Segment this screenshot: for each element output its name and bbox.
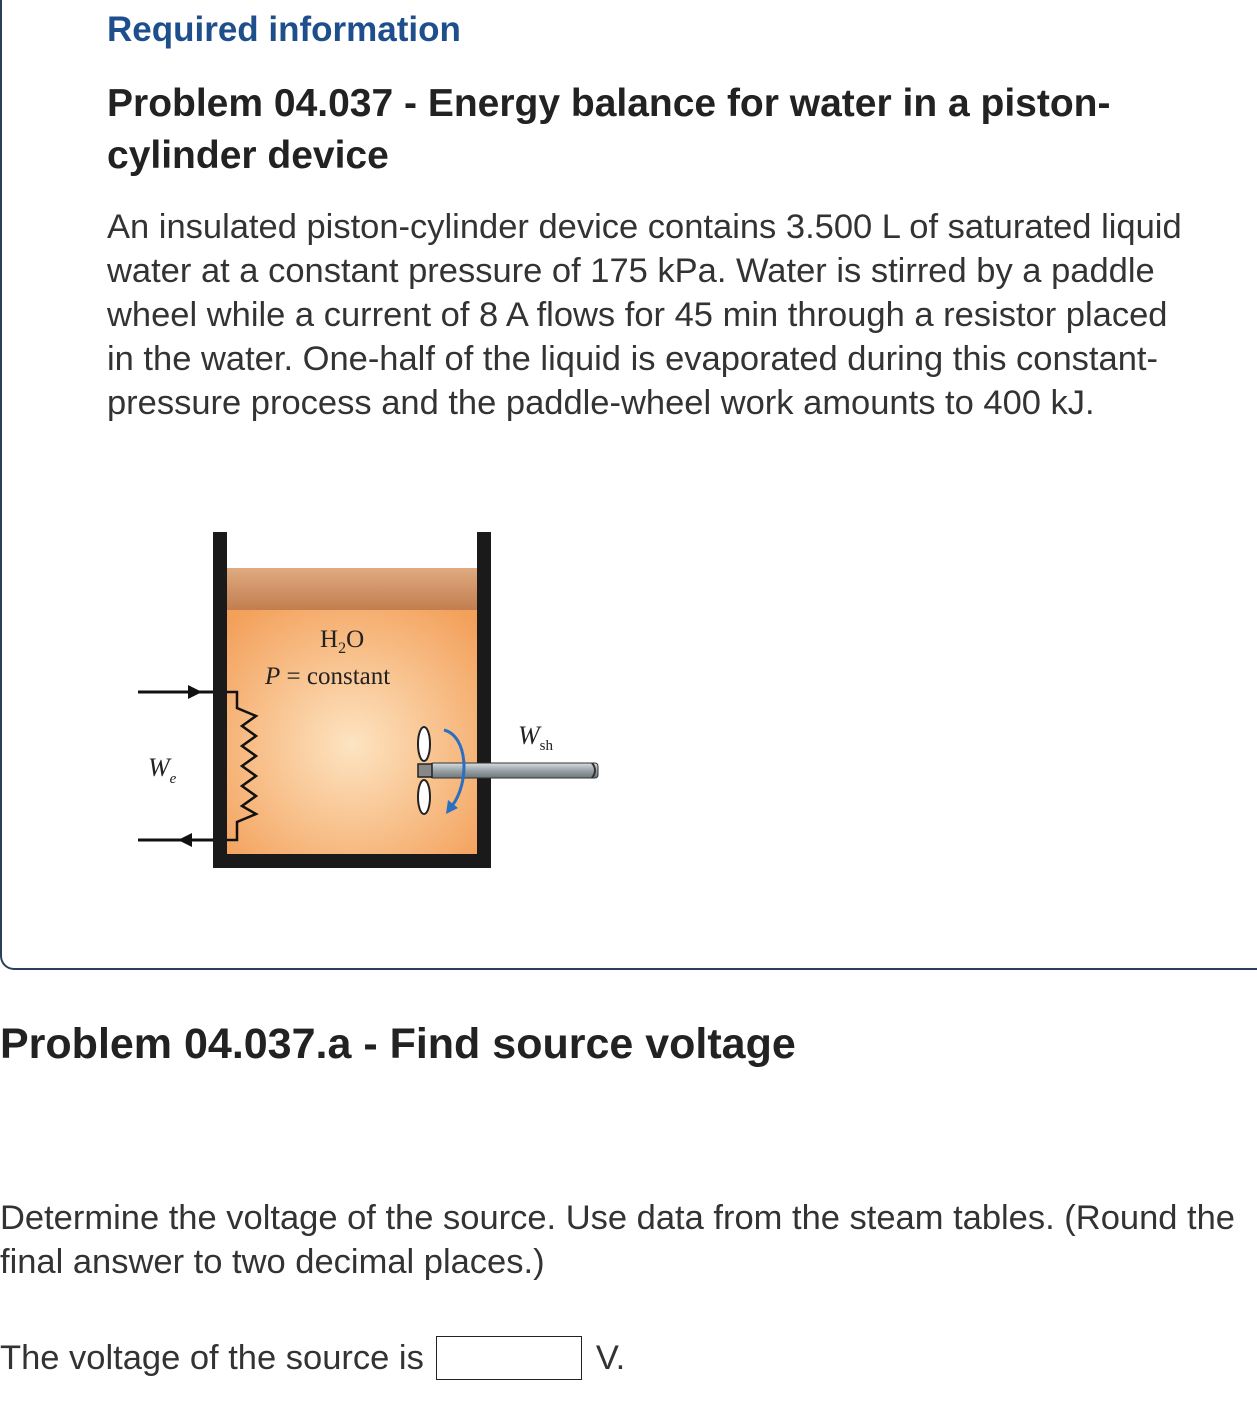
shaft-work-main: W xyxy=(518,721,540,750)
pressure-rest: = constant xyxy=(280,663,391,690)
part-a-question: Determine the voltage of the source. Use data from the steam tables. (Round the final answer to two decimal places.) xyxy=(0,1199,1235,1281)
cylinder-bottom xyxy=(213,854,491,868)
piston-cylinder-figure xyxy=(130,520,610,880)
piston xyxy=(227,568,477,610)
problem-title: Problem 04.037 - Energy balance for water in a piston-cylinder device xyxy=(107,82,1111,177)
shaft-work-label xyxy=(518,721,554,754)
shaft-work-sub: sh xyxy=(539,738,554,754)
cylinder-right-wall xyxy=(477,532,491,868)
answer-unit: V. xyxy=(595,1338,626,1377)
paddle-blade-bottom xyxy=(418,780,430,814)
pressure-var: P xyxy=(265,663,281,690)
required-info-heading: Required information xyxy=(107,10,461,49)
paddle-shaft xyxy=(430,763,598,778)
wire-in-arrow xyxy=(188,685,202,699)
substance-sub: 2 xyxy=(338,640,347,657)
electrical-work-label xyxy=(148,753,177,787)
electrical-work-main: W xyxy=(148,753,170,782)
answer-prefix: The voltage of the source is xyxy=(0,1338,424,1377)
electrical-work-sub: e xyxy=(169,771,177,787)
pressure-label xyxy=(264,663,390,690)
part-a-title: Problem 04.037.a - Find source voltage xyxy=(0,1020,796,1068)
substance-main: H xyxy=(320,626,339,653)
voltage-answer-input[interactable] xyxy=(436,1336,582,1380)
paddle-blade-top xyxy=(418,727,430,761)
substance-end: O xyxy=(346,626,365,653)
wire-out-arrow xyxy=(178,833,192,847)
cylinder-left-wall xyxy=(213,532,227,868)
answer-row xyxy=(0,1333,625,1383)
paddle-hub xyxy=(418,764,432,777)
problem-description: An insulated piston-cylinder device contains 3.500 L of saturated liquid water at a constant pressure of 175 kPa. Water is stirred by a paddle wheel while a current of 8 A flows for 45 min through a resistor placed in the water. One-half of the liquid is evaporated during this constant-pressure process and the paddle-wheel work amounts to 400 kJ. xyxy=(107,208,1182,422)
